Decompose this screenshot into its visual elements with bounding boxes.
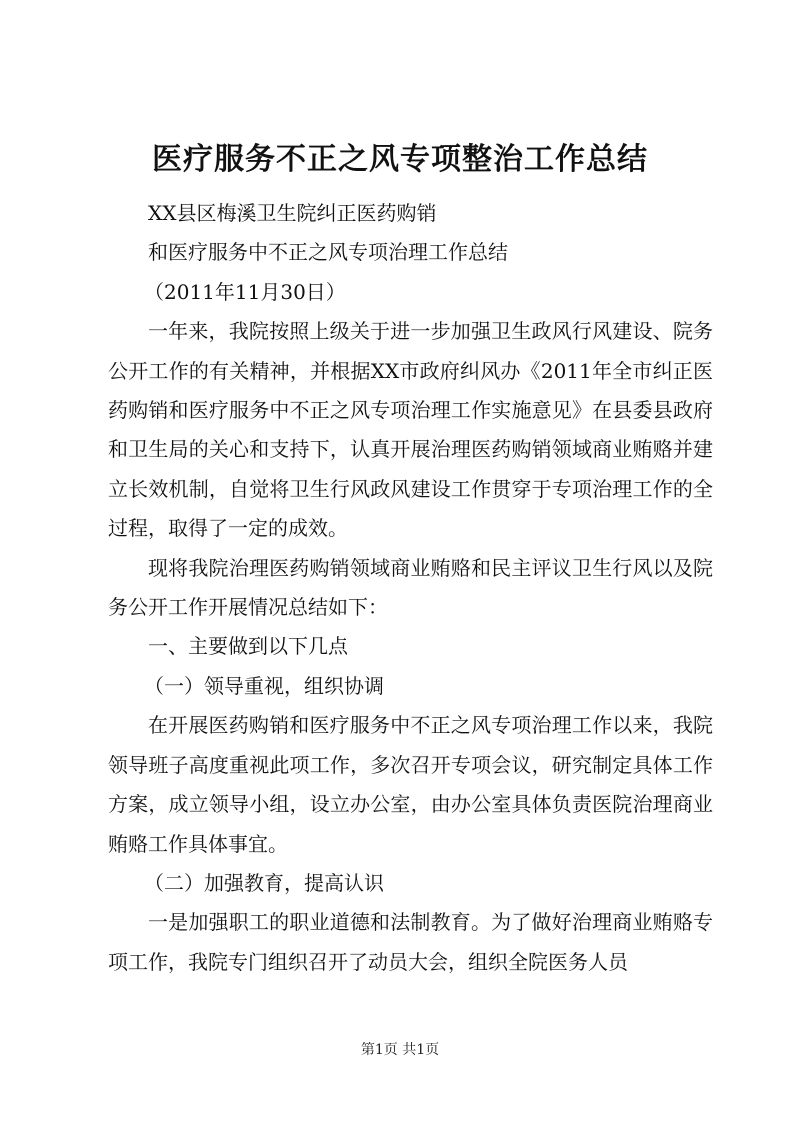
paragraph-leadership: 在开展医药购销和医疗服务中不正之风专项治理工作以来，我院领导班子高度重视此项工作，多次召开专项会议，研究制定具体工作方案，成立领导小组，设立办公室，由办公室具体负责医院治理商业贿赂工作具体事宜。 (108, 713, 713, 856)
subsection-heading-2: （二）加强教育，提高认识 (144, 870, 384, 895)
date-line: （2011年11月30日） (144, 279, 346, 304)
subtitle-line-1: XX县区梅溪卫生院纠正医药购销 (148, 201, 437, 225)
section-heading-1: 一、主要做到以下几点 (148, 634, 348, 659)
page-footer: 第1页 共1页 (360, 1042, 440, 1058)
subsection-heading-1: （一）领导重视，组织协调 (144, 673, 384, 698)
paragraph-education: 一是加强职工的职业道德和法制教育。为了做好治理商业贿赂专项工作，我院专门组织召开了动员大会，组织全院医务人员 (108, 910, 713, 974)
paragraph-summary-lead: 现将我院治理医药购销领域商业贿赂和民主评议卫生行风以及院务公开工作开展情况总结如下： (108, 555, 713, 620)
document-body (108, 194, 713, 982)
paragraph-intro: 一年来，我院按照上级关于进一步加强卫生政风行风建设、院务公开工作的有关精神，并根据XX市政府纠风办《2011年全市纠正医药购销和医疗服务中不正之风专项治理工作实施意见》在县委县政府和卫生局的关心和支持下，认真开展治理医药购销领域商业贿赂并建立长效机制，自觉将卫生行风政风建设工作贯穿于专项治理工作的全过程，取得了一定的成效。 (108, 319, 713, 541)
subtitle-line-2: 和医疗服务中不正之风专项治理工作总结 (148, 240, 508, 265)
document-title: 医疗服务不正之风专项整治工作总结 (152, 142, 648, 177)
